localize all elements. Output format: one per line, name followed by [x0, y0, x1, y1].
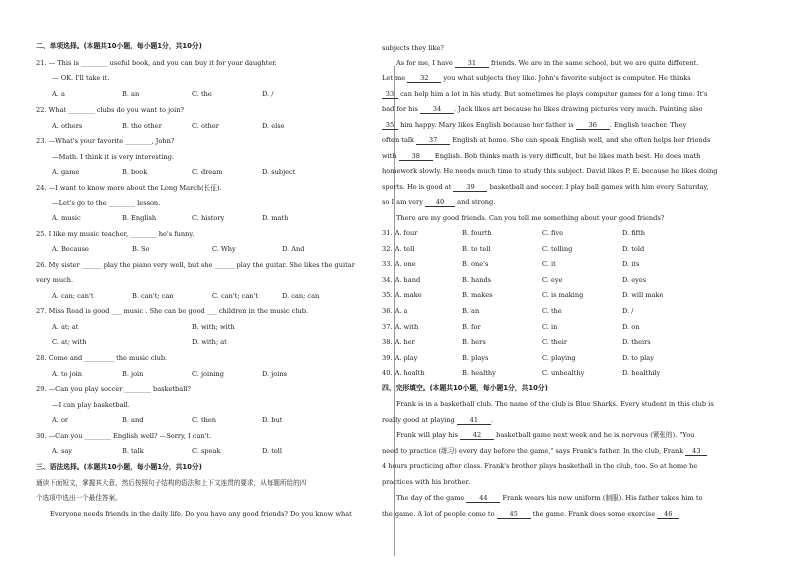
- option: D. math: [262, 214, 289, 222]
- option: B. an: [462, 307, 480, 315]
- option: C. playing: [542, 354, 576, 362]
- blank-41: 41: [457, 416, 491, 425]
- exam-page: [22, 28, 772, 538]
- passage-text: really good at playing 41 .: [382, 416, 493, 424]
- option: C. telling: [542, 245, 573, 253]
- blank-46: 46: [657, 510, 679, 519]
- option: 39. A. play: [382, 354, 418, 362]
- blank-45: 45: [497, 510, 531, 519]
- passage-text: sports. He is good at 39 basketball and soccer. I play ball games with him every Saturday,: [382, 183, 709, 191]
- option: 37. A. with: [382, 323, 419, 331]
- option: 32. A. tell: [382, 245, 415, 253]
- option: C. eye: [542, 276, 563, 284]
- option: A. Because: [52, 245, 89, 253]
- option: B. hands: [462, 276, 492, 284]
- question-26: 26. My sister ______ play the piano very well, but she ______ play the guitar. She likes the guitar: [36, 261, 355, 269]
- question-22: 22. What ________ clubs do you want to join?: [36, 106, 185, 114]
- question-28: 28. Come and _________ the music club.: [36, 354, 168, 362]
- passage-text: 33 can help him a lot in his study. But sometimes he plays computer games for a long time. It's: [382, 90, 707, 99]
- option: C. in: [542, 323, 558, 331]
- option: C. joining: [192, 370, 224, 378]
- section-title-single-choice: 二、单项选择。(本题共10小题，每小题1分，共10分): [36, 42, 202, 50]
- blank-39: 39: [453, 183, 487, 192]
- passage-text: bad for his 34 . Jack likes art because he likes drawing pictures very much. Painting also: [382, 105, 703, 113]
- option: D. else: [262, 122, 285, 130]
- option: C. their: [542, 338, 568, 346]
- option: D. healthily: [622, 369, 661, 377]
- option: 40. A. health: [382, 369, 425, 377]
- option: B. talk: [122, 447, 144, 455]
- passage-text: 4 hours practicing after class. Frank's brother plays basketball in the club, too. So at home he: [382, 462, 698, 470]
- option: C. unhealthy: [542, 369, 585, 377]
- option: B. with; with: [192, 323, 235, 331]
- option: B. book: [122, 168, 148, 176]
- option: C. at; with: [52, 338, 87, 346]
- option: D. /: [622, 307, 634, 315]
- option: C. it: [542, 260, 556, 268]
- option: D. tell: [262, 447, 283, 455]
- option: A. or: [52, 416, 69, 424]
- option: C. dream: [192, 168, 223, 176]
- blank-40: 40: [425, 198, 455, 207]
- section-title-cloze: 四、完形填空。(本题共10小题，每小题1分，共10分): [382, 384, 548, 392]
- question-26-cont: very much.: [36, 276, 74, 284]
- blank-35: 35: [382, 121, 398, 130]
- option: D. joins: [262, 370, 287, 378]
- passage-text: Let me 32 you what subjects they like. John's favorite subject is computer. He thinks: [382, 74, 691, 82]
- option: D. but: [262, 416, 283, 424]
- option: B. healthy: [462, 369, 496, 377]
- option: B. the other: [122, 122, 162, 130]
- question-25: 25. I like my music teacher, ________ he's funny.: [36, 230, 195, 238]
- question-23-dialog: —Math. I think it is very interesting.: [52, 153, 175, 161]
- option: D. with; at: [192, 338, 227, 346]
- option: D. on: [622, 323, 640, 331]
- passage-text: subjects they like?: [382, 44, 444, 52]
- option: C. five: [542, 229, 564, 237]
- blank-36: 36: [576, 121, 610, 130]
- blank-43: 43: [685, 447, 707, 456]
- option: A. to join: [52, 370, 83, 378]
- option: B. for: [462, 323, 481, 331]
- section-instructions: 通读下面短文，掌握其大意，然后按照句子结构的语法和上下文连贯的要求，从每题所给的四: [36, 479, 307, 487]
- passage-text: The day of the game 44 Frank wears his new uniform (制服). His father takes him to: [396, 494, 703, 502]
- passage-text: There are my good friends. Can you tell me something about your good friends?: [396, 214, 665, 222]
- option: C. the: [542, 307, 562, 315]
- option: B. to tell: [462, 245, 491, 253]
- option: C. can't; can't: [212, 292, 258, 300]
- option: C. then: [192, 416, 217, 424]
- passage-text: homework slowly. He needs much time to study this subject. David likes P. E. because he likes doing: [382, 167, 718, 175]
- option: B. English: [122, 214, 157, 222]
- blank-32: 32: [407, 74, 441, 83]
- option: C. history: [192, 214, 225, 222]
- option: A. others: [52, 122, 83, 130]
- blank-37: 37: [416, 136, 450, 145]
- option: D. its: [622, 260, 640, 268]
- option: D. told: [622, 245, 645, 253]
- option: B. one's: [462, 260, 489, 268]
- option: A. can; can't: [52, 292, 94, 300]
- blank-33: 33: [382, 90, 398, 99]
- option: C. the: [192, 90, 212, 98]
- option: B. fourth: [462, 229, 492, 237]
- option: B. an: [122, 90, 140, 98]
- question-24-dialog: —Let's go to the ________ lesson.: [52, 199, 161, 207]
- question-30: 30. —Can you ________ English well? —Sorry, I can't.: [36, 432, 212, 440]
- option: D. can; can: [282, 292, 320, 300]
- option: C. speak: [192, 447, 221, 455]
- option: B. So: [132, 245, 150, 253]
- blank-44: 44: [466, 494, 500, 503]
- question-24: 24. —I want to know more about the Long March(长征).: [36, 184, 222, 192]
- question-27: 27. Miss Read is good ___ music . She can be good ___ children in the music club.: [36, 307, 309, 315]
- passage-text: 35 him happy. Mary likes English because her father is 36 . English teacher. They: [382, 121, 686, 130]
- option: D. /: [262, 90, 274, 98]
- option: C. Why: [212, 245, 236, 253]
- question-29-dialog: —I can play basketball.: [52, 401, 130, 409]
- passage-text: often talk 37 English at home. She can speak English well, and she often helps her friends: [382, 136, 711, 144]
- option: A. at; at: [52, 323, 79, 331]
- option: C. is making: [542, 291, 584, 299]
- passage-text: Frank will play his 42 basketball game next week and he is nervous (紧张的). "You: [396, 431, 695, 439]
- section-title-grammar: 三、语法选择。(本题共10小题，每小题1分，共10分): [36, 463, 202, 471]
- option: B. can't; can: [132, 292, 174, 300]
- blank-34: 34: [420, 105, 454, 114]
- option: B. plays: [462, 354, 489, 362]
- question-21-dialog: — OK. I'll take it.: [52, 74, 110, 82]
- section-instructions-cont: 个选项中选出一个最佳答案。: [36, 494, 122, 502]
- blank-42: 42: [460, 431, 494, 440]
- option: B. makes: [462, 291, 493, 299]
- option: D. will make: [622, 291, 664, 299]
- option: 38. A. her: [382, 338, 415, 346]
- option: A. music: [52, 214, 81, 222]
- passage-text: need to practice (练习) every day before the game," says Frank's father. In the club, Frank 43: [382, 447, 707, 456]
- blank-31: 31: [455, 59, 489, 68]
- option: 36. A. a: [382, 307, 408, 315]
- option: B. join: [122, 370, 144, 378]
- passage-text: As for me, I have 31 friends. We are in the same school, but we are quite different.: [396, 59, 699, 67]
- question-29: 29. —Can you play soccer ________ basketball?: [36, 385, 191, 393]
- option: B. and: [122, 416, 144, 424]
- option: B. hers: [462, 338, 486, 346]
- passage-text: practices with his brother.: [382, 478, 471, 486]
- option: A. say: [52, 447, 72, 455]
- passage-text: Frank is in a basketball club. The name of the club is Blue Sharks. Every student in this club is: [396, 400, 714, 408]
- question-21: 21. — This is ________ useful book, and you can buy it for your daughter.: [36, 59, 277, 67]
- passage-text: the game. A lot of people come to 45 the game. Frank does some exercise 46: [382, 510, 679, 519]
- blank-38: 38: [399, 152, 433, 161]
- option: D. fifth: [622, 229, 645, 237]
- question-23: 23. —What's your favorite ________, John?: [36, 137, 175, 145]
- passage-text: Everyone needs friends in the daily life. Do you have any good friends? Do you know what: [50, 510, 352, 518]
- option: A. a: [52, 90, 65, 98]
- option: A. game: [52, 168, 80, 176]
- option: D. to play: [622, 354, 654, 362]
- option: D. theirs: [622, 338, 651, 346]
- passage-text: so I am very 40 and strong.: [382, 198, 496, 206]
- option: 35. A. make: [382, 291, 422, 299]
- option: 31. A. four: [382, 229, 418, 237]
- option: D. subject: [262, 168, 296, 176]
- option: 34. A. hand: [382, 276, 421, 284]
- passage-text: with 38 English. Bob thinks math is very difficult, but he likes math best. He does math: [382, 152, 701, 160]
- option: D. And: [282, 245, 305, 253]
- option: 33. A. one: [382, 260, 416, 268]
- option: D. eyes: [622, 276, 647, 284]
- option: C. other: [192, 122, 219, 130]
